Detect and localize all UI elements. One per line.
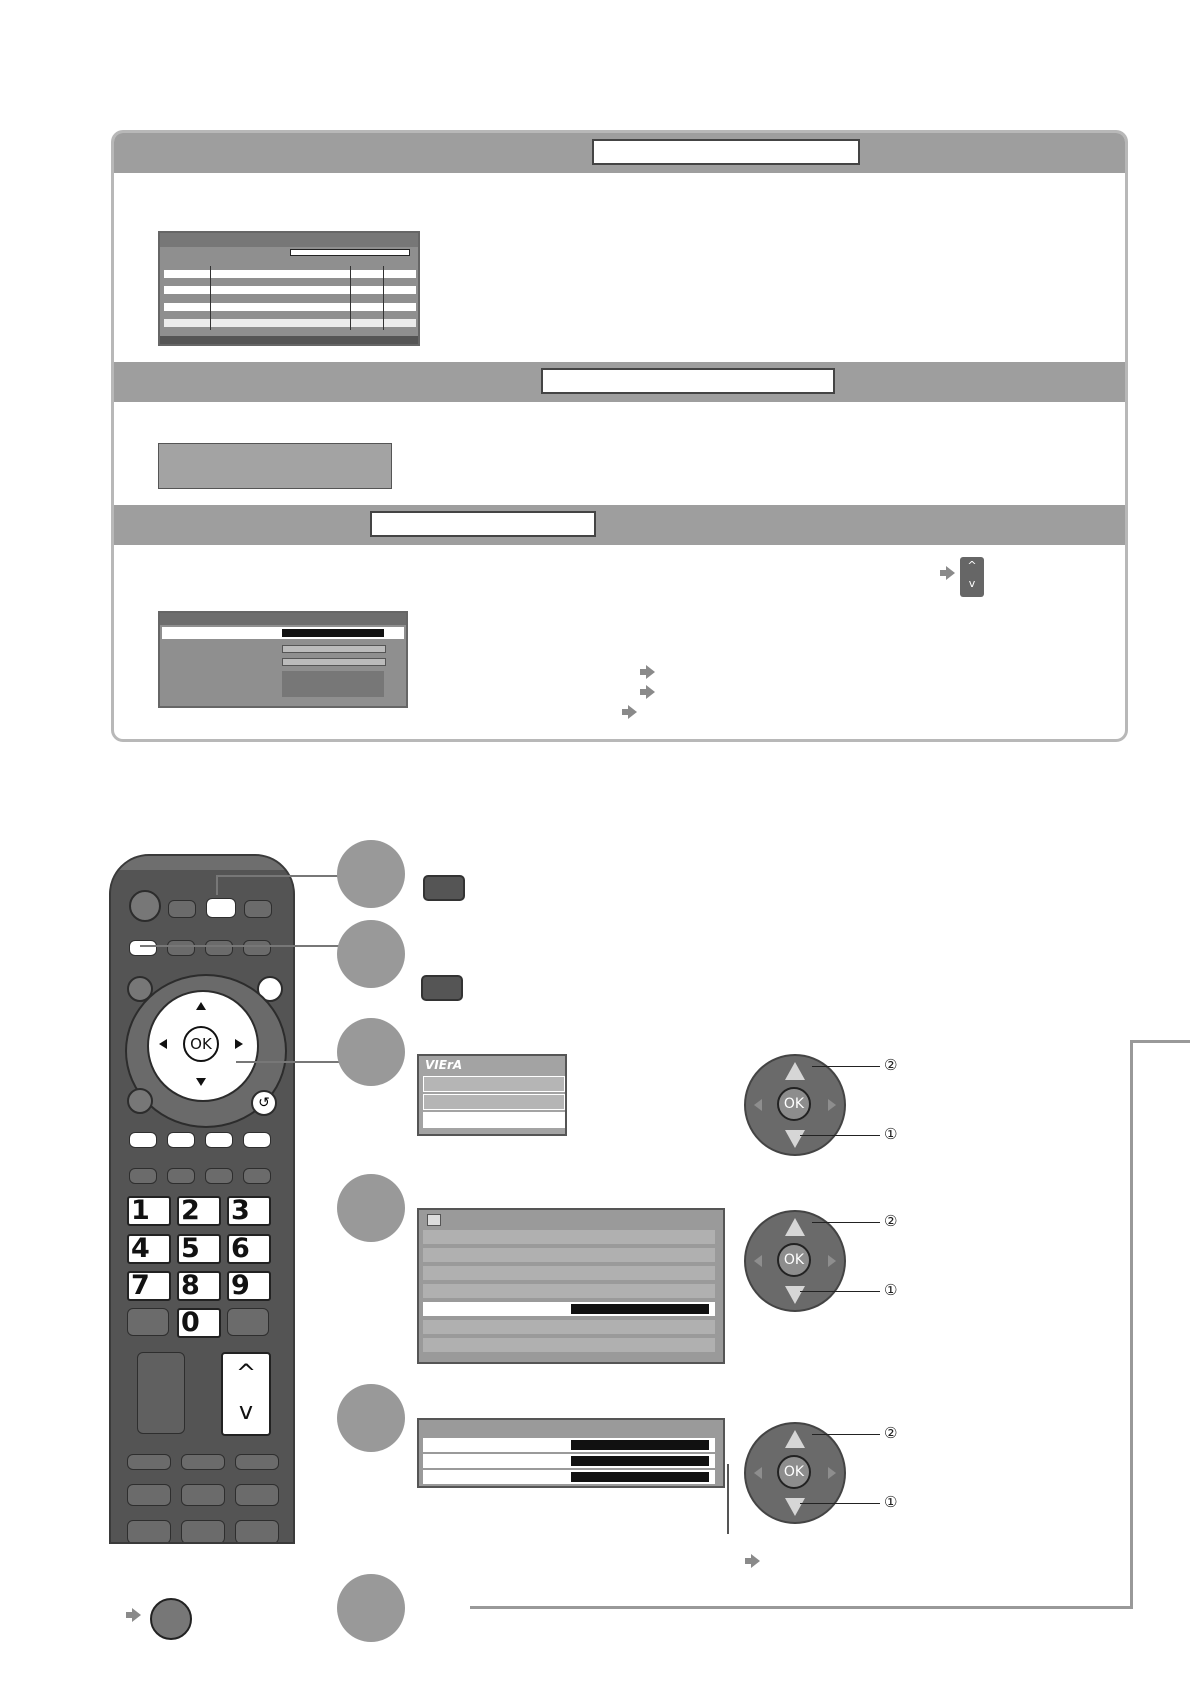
color-button[interactable] [167,1132,195,1148]
setup-row[interactable] [423,1320,715,1334]
callout-2: ② [884,1056,898,1074]
connector-line [216,875,340,877]
remote-button[interactable] [181,1454,225,1470]
callout-line [812,1434,880,1435]
callout-1: ① [884,1493,898,1511]
setup-row[interactable] [423,1248,715,1262]
remote-button[interactable] [167,1168,195,1184]
settings-thumbnail [158,611,408,708]
remote-control [109,854,295,1544]
viera-logo: VIErA [425,1058,463,1072]
nav-diagram [744,1054,846,1156]
ref-arrow-icon [126,1608,142,1622]
remote-button[interactable] [181,1520,225,1544]
remote-button[interactable] [243,940,271,956]
remote-button[interactable] [127,1520,171,1544]
ref-arrow-icon [745,1554,759,1568]
right-arrow-icon [828,1467,836,1479]
step-marker [337,1574,405,1642]
setup-icon [427,1214,441,1226]
right-arrow-icon [235,1039,243,1049]
connector-line [216,875,218,895]
left-arrow-icon [754,1467,762,1479]
submenu-row[interactable] [423,1454,715,1468]
section-1-header [114,133,1125,173]
volume-rocker[interactable] [137,1352,185,1434]
submenu-row[interactable] [423,1438,715,1452]
color-button[interactable] [243,1132,271,1148]
return-button[interactable]: ↺ [251,1090,277,1116]
step-marker [337,1384,405,1452]
setup-row[interactable] [423,1230,715,1244]
callout-1: ① [884,1281,898,1299]
setup-row[interactable] [423,1266,715,1280]
callout-line [812,1222,880,1223]
left-arrow-icon [754,1099,762,1111]
color-button[interactable] [129,1132,157,1148]
key-3[interactable]: 3 [227,1196,271,1226]
right-arrow-icon [828,1255,836,1267]
message-thumbnail [158,443,392,489]
remote-button[interactable] [127,1484,171,1506]
bracket-side [1130,1040,1133,1608]
remote-button[interactable] [181,1484,225,1506]
ref-arrow-icon [940,566,954,580]
menu-item-setup[interactable] [423,1112,565,1128]
key-0[interactable]: 0 [177,1308,221,1338]
down-arrow-icon [196,1078,206,1086]
ok-icon: OK [777,1243,811,1277]
remote-button[interactable] [235,1484,279,1506]
menu-button-icon [423,875,465,901]
ref-arrow-icon [640,665,656,679]
section-3-title-box [370,511,596,537]
key-1[interactable]: 1 [127,1196,171,1226]
bracket-top [1130,1040,1190,1043]
main-menu-screen [417,1054,567,1136]
key-6[interactable]: 6 [227,1234,271,1264]
remote-button[interactable] [127,1088,153,1114]
setup-row[interactable] [423,1338,715,1352]
program-list-thumbnail [158,231,420,346]
callout-line [800,1135,880,1136]
right-arrow-icon [828,1099,836,1111]
remote-button[interactable] [127,1454,171,1470]
callout-2: ② [884,1212,898,1230]
menu-item[interactable] [423,1076,565,1092]
callout-line [812,1066,880,1067]
remote-button[interactable] [235,1454,279,1470]
up-arrow-icon [196,1002,206,1010]
submenu-screen [417,1418,725,1488]
nav-pad[interactable] [147,990,259,1102]
bracket-bottom [470,1606,1133,1609]
setup-row[interactable] [423,1284,715,1298]
nav-diagram [744,1422,846,1524]
key-7[interactable]: 7 [127,1271,171,1301]
callout-2: ② [884,1424,898,1442]
input-button[interactable] [129,940,157,956]
key-4[interactable]: 4 [127,1234,171,1264]
key-9[interactable]: 9 [227,1271,271,1301]
remote-button[interactable] [227,1308,269,1336]
down-arrow-icon [785,1498,805,1516]
connector-line [236,1061,340,1063]
callout-line [727,1464,729,1534]
up-arrow-icon [785,1430,805,1448]
step-marker [337,1018,405,1086]
remote-button[interactable] [127,1308,169,1336]
key-2[interactable]: 2 [177,1196,221,1226]
down-arrow-icon [785,1286,805,1304]
callout-line [800,1503,880,1504]
ref-arrow-icon [622,705,638,719]
section-2-header [114,362,1125,402]
exit-button-icon [150,1598,192,1640]
program-rocker[interactable]: ^ v [221,1352,271,1436]
key-8[interactable]: 8 [177,1271,221,1301]
up-arrow-icon [785,1062,805,1080]
info-panel [111,130,1128,742]
power-button[interactable] [129,890,161,922]
up-arrow-icon [785,1218,805,1236]
remote-button[interactable] [243,1168,271,1184]
remote-button[interactable] [205,940,233,956]
ok-button[interactable]: OK [183,1026,219,1062]
remote-button[interactable] [129,1168,157,1184]
nav-diagram [744,1210,846,1312]
section-2-title-box [541,368,835,394]
menu-button[interactable] [206,898,236,918]
down-arrow-icon [785,1130,805,1148]
ok-icon: OK [777,1455,811,1489]
color-button[interactable] [205,1132,233,1148]
left-arrow-icon [159,1039,167,1049]
remote-button[interactable] [167,940,195,956]
connector-line [140,945,340,947]
program-updown-icon: ^ v [960,557,984,597]
menu-item[interactable] [423,1094,565,1110]
callout-line [800,1291,880,1292]
remote-button[interactable] [205,1168,233,1184]
remote-button[interactable] [244,900,272,918]
callout-1: ① [884,1125,898,1143]
remote-button[interactable] [168,900,196,918]
ok-icon: OK [777,1087,811,1121]
step-marker [337,1174,405,1242]
step-marker [337,840,405,908]
left-arrow-icon [754,1255,762,1267]
section-1-title-box [592,139,860,165]
setup-menu-screen [417,1208,725,1364]
section-3-header [114,505,1125,545]
submenu-row[interactable] [423,1470,715,1484]
step-marker [337,920,405,988]
ref-arrow-icon [640,685,656,699]
remote-button[interactable] [235,1520,279,1544]
key-5[interactable]: 5 [177,1234,221,1264]
setup-row-selected[interactable] [423,1302,715,1316]
input-button-icon [421,975,463,1001]
